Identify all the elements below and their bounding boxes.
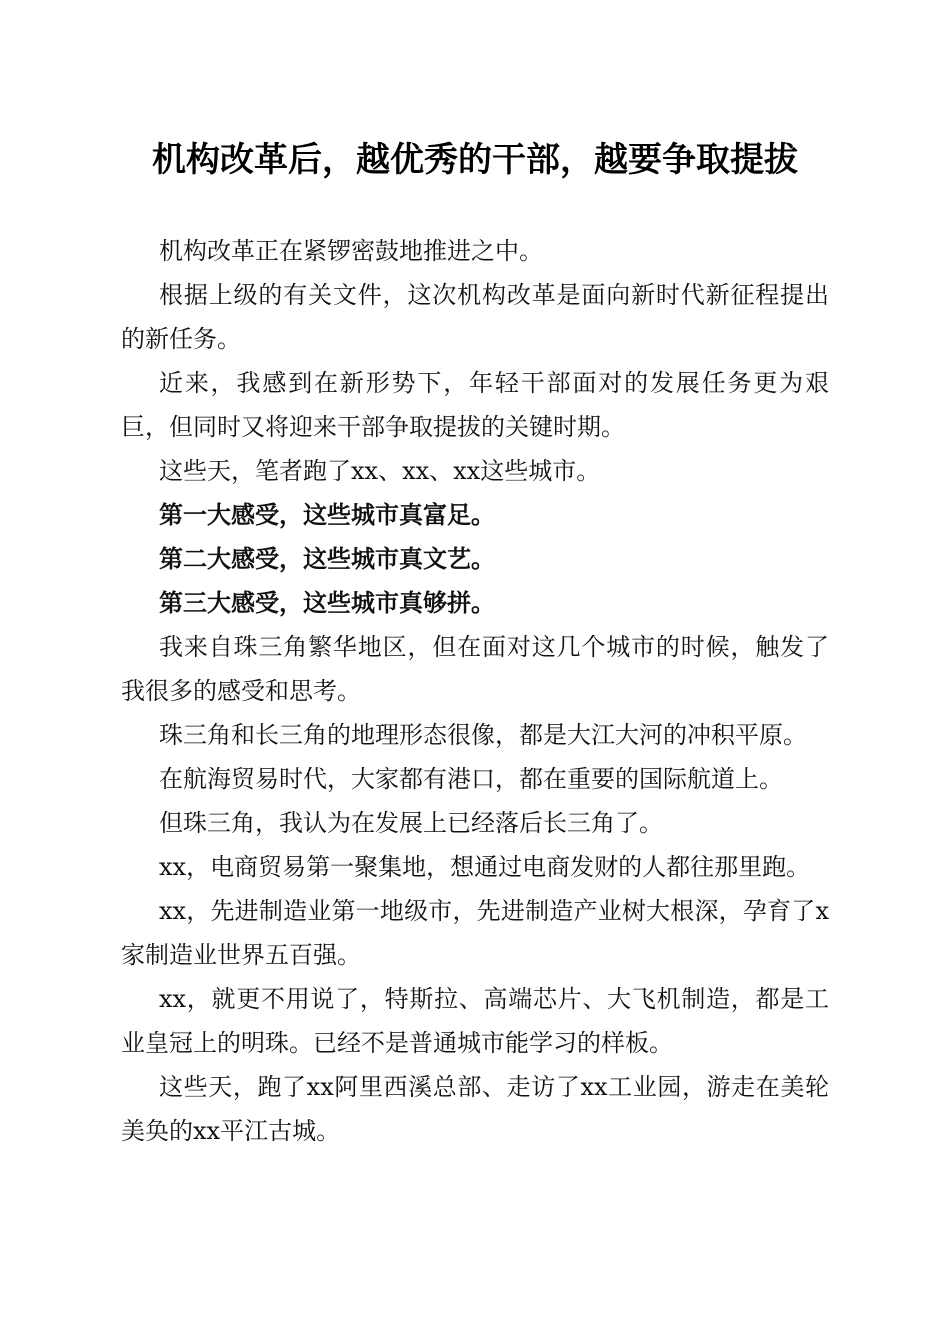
bold-paragraph: 第一大感受，这些城市真富足。 — [159, 500, 495, 529]
paragraph: 近来，我感到在新形势下，年轻干部面对的发展任务更为艰巨，但同时又将迎来干部争取提拔的关键时期。 — [121, 369, 829, 441]
paragraph: xx，先进制造业第一地级市，先进制造产业树大根深，孕育了x家制造业世界五百强。 — [121, 897, 829, 969]
bold-paragraph: 第二大感受，这些城市真文艺。 — [159, 544, 495, 573]
paragraph: 这些天，跑了xx阿里西溪总部、走访了xx工业园，游走在美轮美奂的xx平江古城。 — [121, 1073, 829, 1145]
paragraph: 根据上级的有关文件，这次机构改革是面向新时代新征程提出的新任务。 — [121, 281, 829, 353]
paragraph: 机构改革正在紧锣密鼓地推进之中。 — [159, 237, 543, 265]
document-body — [121, 229, 829, 1153]
document-title: 机构改革后，越优秀的干部，越要争取提拔 — [152, 140, 798, 180]
paragraph: 珠三角和长三角的地理形态很像，都是大江大河的冲积平原。 — [159, 721, 807, 749]
paragraph: 但珠三角，我认为在发展上已经落后长三角了。 — [159, 809, 663, 837]
paragraph: xx，电商贸易第一聚集地，想通过电商发财的人都往那里跑。 — [159, 853, 811, 881]
paragraph: xx，就更不用说了，特斯拉、高端芯片、大飞机制造，都是工业皇冠上的明珠。已经不是普通城市能学习的样板。 — [121, 985, 829, 1057]
bold-paragraph: 第三大感受，这些城市真够拼。 — [159, 588, 495, 617]
paragraph: 在航海贸易时代，大家都有港口，都在重要的国际航道上。 — [159, 765, 783, 793]
paragraph: 我来自珠三角繁华地区，但在面对这几个城市的时候，触发了我很多的感受和思考。 — [121, 633, 829, 705]
paragraph: 这些天，笔者跑了xx、xx、xx这些城市。 — [159, 457, 601, 485]
